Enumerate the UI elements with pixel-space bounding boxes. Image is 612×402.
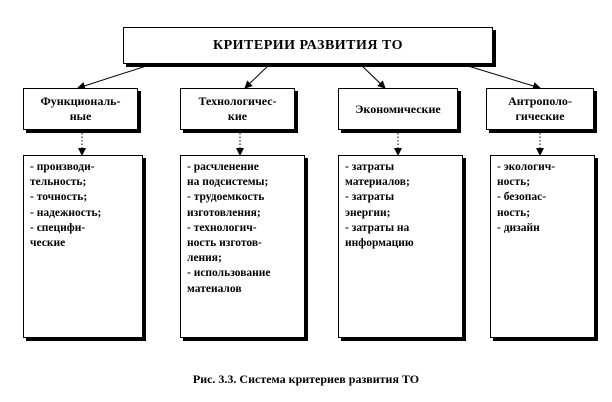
category-label-line: Антрополо- [508, 94, 572, 108]
list-item: - точность; [30, 191, 88, 204]
diagram-title: КРИТЕРИИ РАЗВИТИЯ ТО [212, 37, 404, 53]
list-item: на подсистемы; [187, 176, 269, 189]
category-label-line: гические [515, 109, 565, 123]
list-item: информацию [345, 237, 414, 250]
list-item: - технологич- [187, 221, 257, 234]
diagram-title-box [123, 27, 493, 64]
category-functional [23, 88, 138, 130]
category-technological [180, 88, 295, 130]
list-item: - трудоемкость [187, 191, 265, 204]
arrow-to-economic [360, 64, 385, 88]
category-label-line: Технологичес- [198, 94, 277, 108]
list-item: материалов; [345, 176, 410, 189]
list-item: тельность; [30, 176, 87, 189]
category-label-line: ные [69, 109, 92, 123]
list-item: - специфи- [30, 221, 86, 234]
list-item: ность; [497, 176, 531, 189]
category-economic [338, 88, 458, 130]
list-item: ления; [187, 252, 222, 265]
list-item: - затраты [345, 191, 395, 204]
list-item: - экологич- [497, 161, 556, 173]
list-functional [23, 155, 143, 338]
list-anthropological [490, 155, 595, 338]
arrow-to-functional [78, 60, 165, 88]
list-item: изготовления; [187, 206, 261, 219]
category-label-line: Экономические [355, 101, 441, 116]
list-item: - затраты на [345, 221, 410, 234]
list-item: - дизайн [497, 221, 540, 234]
list-item: - производи- [30, 161, 95, 173]
list-item: ность; [497, 206, 531, 219]
list-technological [180, 155, 305, 338]
list-item: матеиалов [187, 282, 242, 295]
category-anthropological [486, 88, 594, 130]
list-item: - использование [187, 267, 271, 280]
category-label-line: кие [227, 109, 248, 123]
arrow-to-anthropological [455, 62, 540, 88]
list-item: ность изготов- [187, 237, 262, 250]
list-item: энергии; [345, 206, 391, 219]
list-item: - расчленение [187, 161, 259, 173]
list-item: - затраты [345, 161, 395, 173]
figure-caption: Рис. 3.3. Система критериев развития ТО [192, 372, 420, 386]
list-item: ческие [30, 237, 66, 250]
list-item: - безопас- [497, 191, 547, 204]
arrow-to-technological [245, 64, 270, 88]
category-label-line: Функциональ- [40, 94, 121, 108]
list-item: - надежность; [30, 206, 102, 219]
list-economic [338, 155, 463, 338]
